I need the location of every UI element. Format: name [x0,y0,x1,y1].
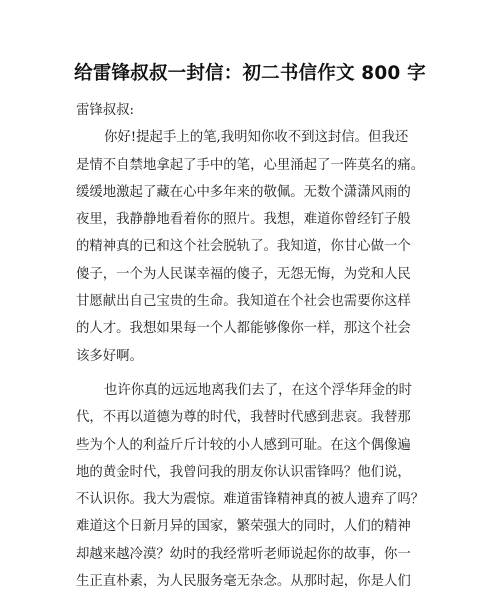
paragraph-line: 是情不自禁地拿起了手中的笔，心里涌起了一阵莫名的痛。 [76,157,425,173]
paragraph-line: 你好!提起手上的笔,我明知你收不到这封信。但我还 [104,130,409,146]
paragraph-line: 却越来越冷漠？幼时的我经常听老师说起你的故事，你一 [76,546,411,562]
paragraph-line: 的精神真的已和这个社会脱轨了。我知道，你甘心做一个 [76,239,411,255]
paragraph-line: 代，不再以道德为尊的时代，我替时代感到悲哀。我替那 [76,410,411,426]
paragraph-line: 甘愿献出自己宝贵的生命。我知道在个社会也需要你这样 [76,294,411,310]
paragraph-line: 些为个人的利益斤斤计较的小人感到可耻。在这个偶像遍 [76,437,411,453]
paragraph-gap [76,370,428,377]
paragraph-line: 的人才。我想如果每一个人都能够像你一样，那这个社会 [76,321,411,337]
paragraph-1 [76,124,428,370]
paragraph-line: 也许你真的远远地离我们去了，在这个浮华拜金的时 [104,382,412,398]
paragraph-2 [76,377,428,595]
paragraph-line: 缓缓地激起了藏在心中多年来的敬佩。无数个潇潇风雨的 [76,184,411,200]
paragraph-line: 不认识你。我大为震惊。难道雷锋精神真的被人遗弃了吗？ [76,492,425,508]
paragraph-line: 夜里，我静静地看着你的照片。我想，难道你曾经钉子般 [76,212,411,228]
document-title: 给雷锋叔叔一封信：初二书信作文 800 字 [74,63,426,84]
paragraph-line: 地的黄金时代，我曾问我的朋友你认识雷锋吗？他们说， [76,464,411,480]
paragraph-line: 该多好啊。 [76,348,143,364]
letter-body [76,97,428,595]
paragraph-line: 难道这个日新月异的国家，繁荣强大的同时，人们的精神 [76,519,411,535]
paragraph-line: 傻子，一个为人民谋幸福的傻子，无怨无悔，为党和人民 [76,266,411,282]
paragraph-line: 生正直朴素，为人民服务毫无杂念。从那时起，你是人们 [76,574,411,590]
salutation: 雷锋叔叔: [76,103,135,118]
